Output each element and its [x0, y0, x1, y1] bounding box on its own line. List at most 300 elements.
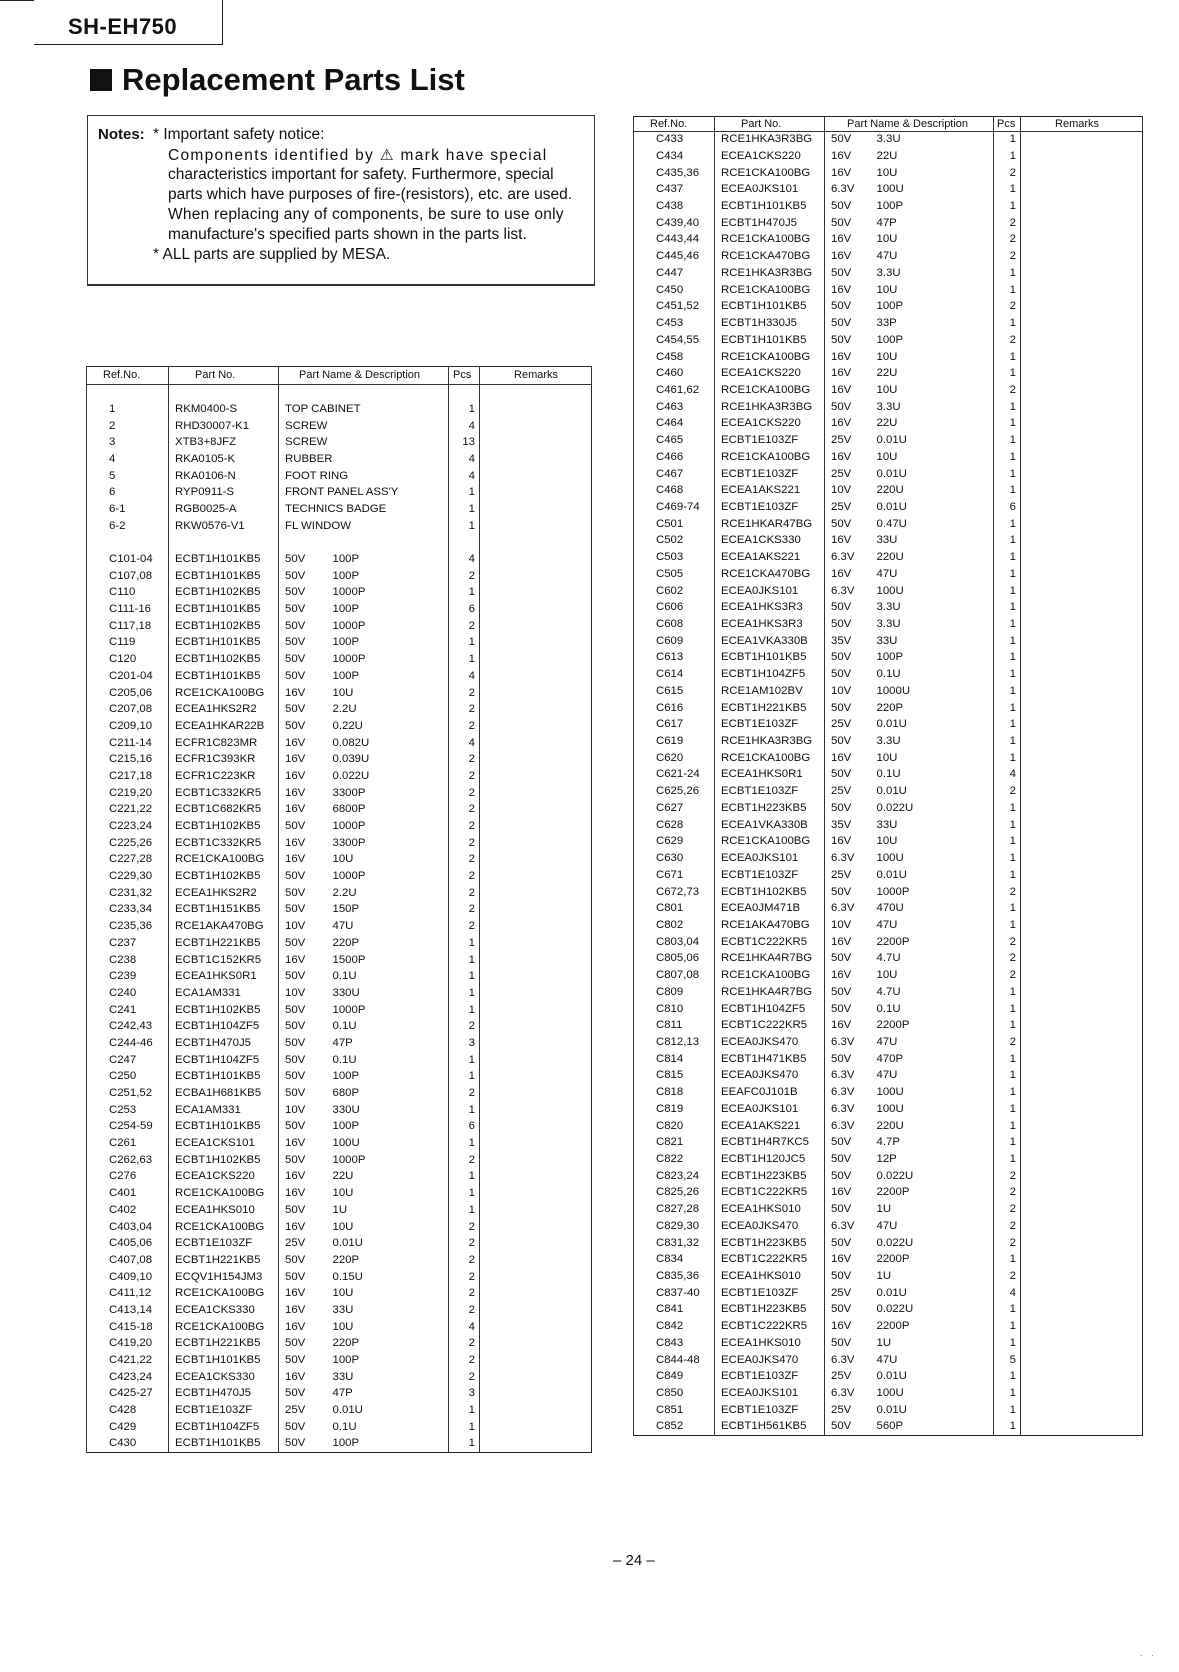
- voltage: 50V: [825, 1135, 867, 1152]
- remarks: [480, 985, 592, 1002]
- remarks: [480, 385, 592, 402]
- table-row: [87, 902, 592, 919]
- voltage: 50V: [825, 1151, 867, 1168]
- remarks: [1021, 1319, 1143, 1336]
- remarks: [1021, 834, 1143, 851]
- capacitance: 220P: [323, 1252, 449, 1269]
- part-no: ECBT1H101KB5: [715, 650, 825, 667]
- voltage: 50V: [825, 299, 867, 316]
- part-no: ECBT1C332KR5: [169, 785, 279, 802]
- ref-no: C803,04: [634, 934, 715, 951]
- voltage: 16V: [279, 1135, 323, 1152]
- part-no: ECBT1E103ZF: [715, 867, 825, 884]
- ref-no: C811: [634, 1018, 715, 1035]
- voltage: 16V: [279, 1219, 323, 1236]
- table-row: [634, 817, 1143, 834]
- voltage: 50V: [279, 1152, 323, 1169]
- capacitance: 220U: [867, 549, 994, 566]
- table-row: [87, 1302, 592, 1319]
- voltage: 50V: [279, 935, 323, 952]
- ref-no: C821: [634, 1135, 715, 1152]
- table-row: [87, 652, 592, 669]
- table-row: [87, 551, 592, 568]
- ref-no: C225,26: [87, 835, 169, 852]
- voltage: 50V: [825, 1051, 867, 1068]
- notes-label: Notes:: [98, 126, 145, 143]
- quantity: 13: [449, 435, 480, 452]
- remarks: [1021, 1402, 1143, 1419]
- table-row: [87, 752, 592, 769]
- remarks: [1021, 667, 1143, 684]
- ref-no: C447: [634, 265, 715, 282]
- capacitance: 10U: [867, 282, 994, 299]
- capacitance: 0.47U: [867, 516, 994, 533]
- page-title: [90, 62, 465, 98]
- voltage: 50V: [279, 1019, 323, 1036]
- capacitance: 6800P: [323, 802, 449, 819]
- ref-no: C235,36: [87, 919, 169, 936]
- ref-no: C411,12: [87, 1286, 169, 1303]
- table-row: [634, 1335, 1143, 1352]
- ref-no: C801: [634, 901, 715, 918]
- voltage: 16V: [825, 834, 867, 851]
- remarks: [480, 685, 592, 702]
- table-row: [634, 1218, 1143, 1235]
- part-no: ECBT1H101KB5: [169, 1436, 279, 1453]
- table-row: [87, 501, 592, 518]
- ref-no: 2: [87, 418, 169, 435]
- capacitance: 0.1U: [323, 969, 449, 986]
- remarks: [480, 835, 592, 852]
- remarks: [1021, 399, 1143, 416]
- remarks: [1021, 366, 1143, 383]
- capacitance: 100P: [323, 551, 449, 568]
- part-no: ECEA0JKS101: [715, 1385, 825, 1402]
- quantity: 1: [994, 1084, 1021, 1101]
- capacitance: 100P: [323, 1352, 449, 1369]
- table-row: [634, 784, 1143, 801]
- table-row: [634, 667, 1143, 684]
- part-description: FOOT RING: [279, 468, 449, 485]
- voltage: 50V: [825, 132, 867, 149]
- voltage: 16V: [825, 382, 867, 399]
- remarks: [480, 1019, 592, 1036]
- table-row: [87, 1002, 592, 1019]
- capacitance: 10U: [867, 834, 994, 851]
- capacitance: 0.039U: [323, 752, 449, 769]
- quantity: 2: [994, 1034, 1021, 1051]
- part-no: ECBT1H120JC5: [715, 1151, 825, 1168]
- part-no: ECEA0JM471B: [715, 901, 825, 918]
- remarks: [1021, 717, 1143, 734]
- ref-no: C602: [634, 583, 715, 600]
- quantity: 1: [994, 901, 1021, 918]
- quantity: 1: [449, 985, 480, 1002]
- voltage: 16V: [279, 1369, 323, 1386]
- remarks: [480, 1135, 592, 1152]
- table-row: [634, 583, 1143, 600]
- remarks: [1021, 616, 1143, 633]
- capacitance: 1000U: [867, 683, 994, 700]
- quantity: 2: [449, 1085, 480, 1102]
- quantity: 2: [449, 835, 480, 852]
- capacitance: 0.1U: [323, 1419, 449, 1436]
- ref-no: C501: [634, 516, 715, 533]
- voltage: 6.3V: [825, 182, 867, 199]
- model-tab: [34, 0, 223, 45]
- table-row: [634, 466, 1143, 483]
- remarks: [1021, 466, 1143, 483]
- quantity: 2: [994, 1268, 1021, 1285]
- capacitance: 0.022U: [323, 768, 449, 785]
- remarks: [1021, 650, 1143, 667]
- remarks: [1021, 148, 1143, 165]
- ref-no: C443,44: [634, 232, 715, 249]
- voltage: 25V: [825, 717, 867, 734]
- voltage: 16V: [825, 533, 867, 550]
- part-no: ECBT1H104ZF5: [169, 1419, 279, 1436]
- quantity: 1: [994, 265, 1021, 282]
- part-no: ECBT1H221KB5: [715, 700, 825, 717]
- quantity: 2: [994, 884, 1021, 901]
- part-no: ECBT1H221KB5: [169, 1252, 279, 1269]
- ref-no: C502: [634, 533, 715, 550]
- voltage: 50V: [825, 984, 867, 1001]
- remarks: [480, 668, 592, 685]
- voltage: 50V: [279, 618, 323, 635]
- quantity: 2: [449, 752, 480, 769]
- ref-no: C111-16: [87, 601, 169, 618]
- quantity: 1: [994, 750, 1021, 767]
- voltage: 50V: [825, 616, 867, 633]
- part-no: RKM0400-S: [169, 401, 279, 418]
- quantity: 2: [994, 1202, 1021, 1219]
- ref-no: C120: [87, 652, 169, 669]
- notes-line: characteristics important for safety. Furthermore, special: [168, 166, 554, 183]
- part-no: ECBA1H681KB5: [169, 1085, 279, 1102]
- remarks: [1021, 499, 1143, 516]
- header-desc: Part Name & Description: [825, 117, 994, 132]
- remarks: [1021, 1302, 1143, 1319]
- quantity: 4: [449, 735, 480, 752]
- remarks: [480, 1035, 592, 1052]
- quantity: 2: [994, 784, 1021, 801]
- capacitance: 100U: [867, 583, 994, 600]
- header-ref: Ref.No.: [87, 367, 169, 385]
- part-no: ECEA0JKS101: [715, 182, 825, 199]
- part-no: ECEA1CKS220: [715, 148, 825, 165]
- remarks: [1021, 1268, 1143, 1285]
- table-row: [87, 1369, 592, 1386]
- part-no: ECBT1H104ZF5: [169, 1019, 279, 1036]
- capacitance: 470P: [867, 1051, 994, 1068]
- capacitance: 22U: [867, 416, 994, 433]
- ref-no: C409,10: [87, 1269, 169, 1286]
- table-row: [634, 984, 1143, 1001]
- part-no: ECBT1E103ZF: [715, 1369, 825, 1386]
- table-row: [87, 818, 592, 835]
- capacitance: 47U: [867, 566, 994, 583]
- ref-no: C429: [87, 1419, 169, 1436]
- quantity: 1: [994, 700, 1021, 717]
- capacitance: 0.01U: [867, 499, 994, 516]
- table-row: [87, 1052, 592, 1069]
- parts-table-left: [86, 366, 592, 1453]
- quantity: 1: [994, 432, 1021, 449]
- part-description: FL WINDOW: [279, 518, 449, 535]
- voltage: 50V: [825, 265, 867, 282]
- voltage: 25V: [825, 499, 867, 516]
- remarks: [1021, 533, 1143, 550]
- remarks: [480, 418, 592, 435]
- capacitance: 10U: [867, 349, 994, 366]
- ref-no: C219,20: [87, 785, 169, 802]
- voltage: 50V: [279, 1002, 323, 1019]
- part-no: ECEA1HKS010: [715, 1268, 825, 1285]
- ref-no: C253: [87, 1102, 169, 1119]
- notes-line: Components identified by ⚠ mark have special: [168, 147, 548, 164]
- remarks: [480, 935, 592, 952]
- table-row: [634, 332, 1143, 349]
- capacitance: 100P: [323, 1119, 449, 1136]
- table-row: [87, 1069, 592, 1086]
- table-row: [87, 1135, 592, 1152]
- table-row: [634, 499, 1143, 516]
- ref-no: C244-46: [87, 1035, 169, 1052]
- capacitance: 100P: [867, 332, 994, 349]
- capacitance: 0.1U: [867, 667, 994, 684]
- capacitance: 220P: [323, 935, 449, 952]
- quantity: 1: [449, 1069, 480, 1086]
- remarks: [480, 1169, 592, 1186]
- safety-notes-box: [87, 115, 595, 286]
- quantity: 1: [449, 585, 480, 602]
- quantity: 1: [994, 1419, 1021, 1436]
- voltage: 6.3V: [825, 850, 867, 867]
- capacitance: 4.7U: [867, 984, 994, 1001]
- quantity: 1: [994, 416, 1021, 433]
- table-row: [87, 401, 592, 418]
- part-no: ECEA1AKS221: [715, 483, 825, 500]
- table-row: [87, 468, 592, 485]
- voltage: 16V: [279, 1169, 323, 1186]
- ref-no: C247: [87, 1052, 169, 1069]
- part-no: ECEA0JKS101: [715, 583, 825, 600]
- part-no: ECEA1HKS3R3: [715, 600, 825, 617]
- voltage: 16V: [279, 735, 323, 752]
- part-no: ECBT1C222KR5: [715, 934, 825, 951]
- part-no: RCE1CKA100BG: [169, 1286, 279, 1303]
- part-no: ECBT1H223KB5: [715, 800, 825, 817]
- part-no: ECBT1H223KB5: [715, 1168, 825, 1185]
- capacitance: 33U: [867, 633, 994, 650]
- quantity: 2: [449, 785, 480, 802]
- ref-no: C606: [634, 600, 715, 617]
- part-no: ECA1AM331: [169, 1102, 279, 1119]
- ref-no: C617: [634, 717, 715, 734]
- table-row: [87, 685, 592, 702]
- ref-no: C849: [634, 1369, 715, 1386]
- ref-no: C201-04: [87, 668, 169, 685]
- voltage: 25V: [279, 1236, 323, 1253]
- capacitance: 0.1U: [323, 1052, 449, 1069]
- remarks: [480, 785, 592, 802]
- table-row: [634, 1018, 1143, 1035]
- voltage: 50V: [279, 1052, 323, 1069]
- ref-no: C619: [634, 733, 715, 750]
- ref-no: C809: [634, 984, 715, 1001]
- table-row: [634, 533, 1143, 550]
- part-no: ECBT1H223KB5: [715, 1302, 825, 1319]
- remarks: [1021, 901, 1143, 918]
- voltage: 50V: [825, 315, 867, 332]
- remarks: [1021, 867, 1143, 884]
- ref-no: C851: [634, 1402, 715, 1419]
- voltage: 50V: [279, 568, 323, 585]
- remarks: [1021, 1385, 1143, 1402]
- part-no: ECBT1H101KB5: [715, 332, 825, 349]
- quantity: 2: [994, 249, 1021, 266]
- remarks: [480, 401, 592, 418]
- ref-no: C227,28: [87, 852, 169, 869]
- quantity: 1: [994, 132, 1021, 149]
- ref-no: C834: [634, 1252, 715, 1269]
- capacitance: 100P: [323, 1436, 449, 1453]
- part-description: RUBBER: [279, 451, 449, 468]
- table-row: [87, 768, 592, 785]
- part-no: ECBT1H470J5: [169, 1386, 279, 1403]
- quantity: 2: [994, 215, 1021, 232]
- capacitance: 220U: [867, 483, 994, 500]
- quantity: 1: [994, 817, 1021, 834]
- ref-no: C827,28: [634, 1202, 715, 1219]
- quantity: 2: [449, 868, 480, 885]
- part-no: ECBT1H223KB5: [715, 1235, 825, 1252]
- voltage: 10V: [825, 917, 867, 934]
- quantity: 2: [449, 1336, 480, 1353]
- remarks: [480, 1119, 592, 1136]
- quantity: 1: [994, 315, 1021, 332]
- capacitance: 1000P: [867, 884, 994, 901]
- capacitance: 1000P: [323, 1152, 449, 1169]
- capacitance: 1000P: [323, 868, 449, 885]
- ref-no: C434: [634, 148, 715, 165]
- voltage: 16V: [279, 785, 323, 802]
- part-no: ECBT1E103ZF: [715, 499, 825, 516]
- table-row: [87, 1386, 592, 1403]
- capacitance: 3.3U: [867, 733, 994, 750]
- ref-no: [87, 535, 169, 552]
- quantity: 1: [994, 717, 1021, 734]
- capacitance: 0.1U: [323, 1019, 449, 1036]
- capacitance: 10U: [867, 967, 994, 984]
- ref-no: C829,30: [634, 1218, 715, 1235]
- quantity: 1: [994, 1302, 1021, 1319]
- quantity: 2: [994, 232, 1021, 249]
- header-pcs: Pcs: [449, 367, 480, 385]
- voltage: 50V: [825, 650, 867, 667]
- remarks: [480, 1302, 592, 1319]
- remarks: [480, 1085, 592, 1102]
- part-no: RCE1CKA470BG: [715, 249, 825, 266]
- part-description: FRONT PANEL ASS'Y: [279, 485, 449, 502]
- ref-no: C239: [87, 969, 169, 986]
- remarks: [1021, 683, 1143, 700]
- table-row: [87, 1019, 592, 1036]
- ref-no: C802: [634, 917, 715, 934]
- ref-no: C625,26: [634, 784, 715, 801]
- remarks: [480, 885, 592, 902]
- part-no: ECEA1HKS2R2: [169, 885, 279, 902]
- part-no: ECBT1E103ZF: [715, 717, 825, 734]
- ref-no: C407,08: [87, 1252, 169, 1269]
- voltage: 16V: [825, 232, 867, 249]
- capacitance: 0.022U: [867, 1235, 994, 1252]
- ref-no: C254-59: [87, 1119, 169, 1136]
- capacitance: 100U: [867, 182, 994, 199]
- voltage: 16V: [825, 1319, 867, 1336]
- capacitance: 2.2U: [323, 885, 449, 902]
- table-row: [634, 700, 1143, 717]
- remarks: [1021, 483, 1143, 500]
- table-row: [634, 1352, 1143, 1369]
- capacitance: 220U: [867, 1118, 994, 1135]
- part-no: ECBT1H102KB5: [169, 1152, 279, 1169]
- part-no: ECEA1AKS221: [715, 549, 825, 566]
- voltage: 16V: [279, 802, 323, 819]
- part-no: RCE1CKA100BG: [715, 834, 825, 851]
- remarks: [1021, 583, 1143, 600]
- part-no: ECA1AM331: [169, 985, 279, 1002]
- table-row: [634, 600, 1143, 617]
- table-row: [87, 518, 592, 535]
- ref-no: C401: [87, 1186, 169, 1203]
- remarks: [480, 485, 592, 502]
- capacitance: 0.1U: [867, 767, 994, 784]
- capacitance: 3300P: [323, 835, 449, 852]
- voltage: 25V: [279, 1402, 323, 1419]
- part-no: ECEA1AKS221: [715, 1118, 825, 1135]
- capacitance: 1U: [867, 1335, 994, 1352]
- title-text: Replacement Parts List: [122, 62, 465, 97]
- voltage: 50V: [279, 702, 323, 719]
- voltage: 50V: [279, 1252, 323, 1269]
- voltage: 50V: [279, 1386, 323, 1403]
- quantity: 2: [449, 902, 480, 919]
- capacitance: 47U: [867, 1218, 994, 1235]
- capacitance: 3.3U: [867, 616, 994, 633]
- ref-no: C466: [634, 449, 715, 466]
- notes-line: parts which have purposes of fire-(resistors), etc. are used.: [168, 186, 573, 203]
- table-row: [87, 1286, 592, 1303]
- ref-no: C438: [634, 198, 715, 215]
- part-no: ECEA1CKS220: [715, 416, 825, 433]
- quantity: 1: [449, 1169, 480, 1186]
- header-ref: Ref.No.: [634, 117, 715, 132]
- voltage: [279, 535, 323, 552]
- remarks: [480, 919, 592, 936]
- remarks: [1021, 516, 1143, 533]
- voltage: 16V: [825, 1185, 867, 1202]
- quantity: 1: [994, 834, 1021, 851]
- ref-no: C844-48: [634, 1352, 715, 1369]
- part-no: ECBT1H470J5: [715, 215, 825, 232]
- table-row: [87, 1336, 592, 1353]
- table-row: [87, 1419, 592, 1436]
- ref-no: C837-40: [634, 1285, 715, 1302]
- table-row: [634, 165, 1143, 182]
- table-row: [87, 1152, 592, 1169]
